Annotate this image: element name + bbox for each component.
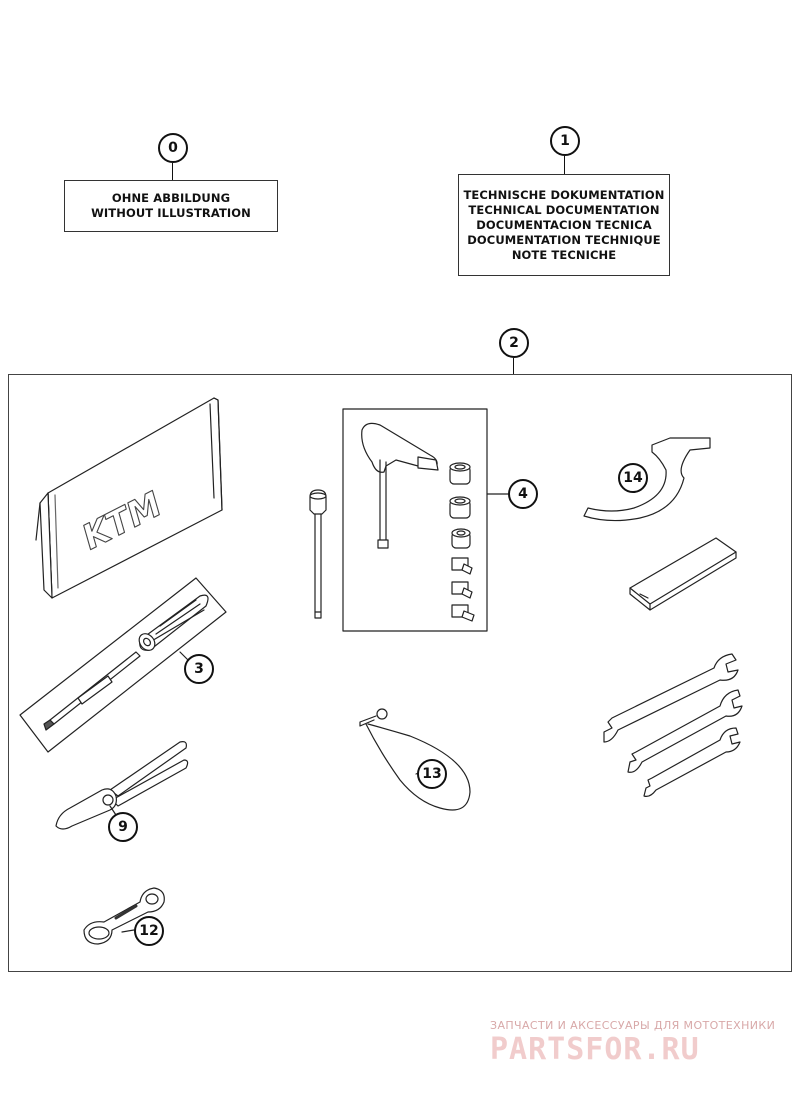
callout-12-number: 12 [139, 923, 159, 939]
callout-2-number: 2 [509, 335, 519, 351]
callout-12 [134, 916, 164, 946]
callout-14-number: 14 [623, 470, 643, 486]
doc-line-german: TECHNISCHE DOKUMENTATION [463, 187, 665, 202]
callout-13-number: 13 [422, 766, 442, 782]
watermark-logo: PARTSFOR.RU [490, 1032, 700, 1067]
callout-4 [508, 479, 538, 509]
tool-bag-logo: KTM [75, 484, 169, 559]
leader-line-12 [122, 930, 134, 932]
label-line-english: WITHOUT ILLUSTRATION [91, 206, 251, 220]
callout-3-number: 3 [194, 661, 204, 677]
callout-4-number: 4 [518, 486, 528, 502]
callout-3 [184, 654, 214, 684]
cable-icon [360, 709, 470, 810]
watermark-tagline: ЗАПЧАСТИ И АКСЕССУАРЫ ДЛЯ МОТОТЕХНИКИ [490, 1019, 776, 1032]
callout-0-number: 0 [168, 140, 178, 156]
callout-13 [417, 759, 447, 789]
callout-14 [618, 463, 648, 493]
callout-9 [108, 812, 138, 842]
doc-line-spanish: DOCUMENTACION TECNICA [476, 217, 652, 232]
doc-line-italian: NOTE TECNICHE [511, 247, 617, 262]
label-line-german: OHNE ABBILDUNG [111, 191, 231, 205]
pin-tool-icon [630, 538, 736, 610]
callout-1-number: 1 [560, 133, 570, 149]
callout-9-number: 9 [118, 819, 128, 835]
extension-bar-icon [310, 490, 326, 618]
doc-line-english: TECHNICAL DOCUMENTATION [468, 202, 660, 217]
tool-bag-icon [36, 398, 222, 598]
doc-line-french: DOCUMENTATION TECHNIQUE [467, 232, 661, 247]
open-end-wrenches-icon [604, 654, 742, 796]
